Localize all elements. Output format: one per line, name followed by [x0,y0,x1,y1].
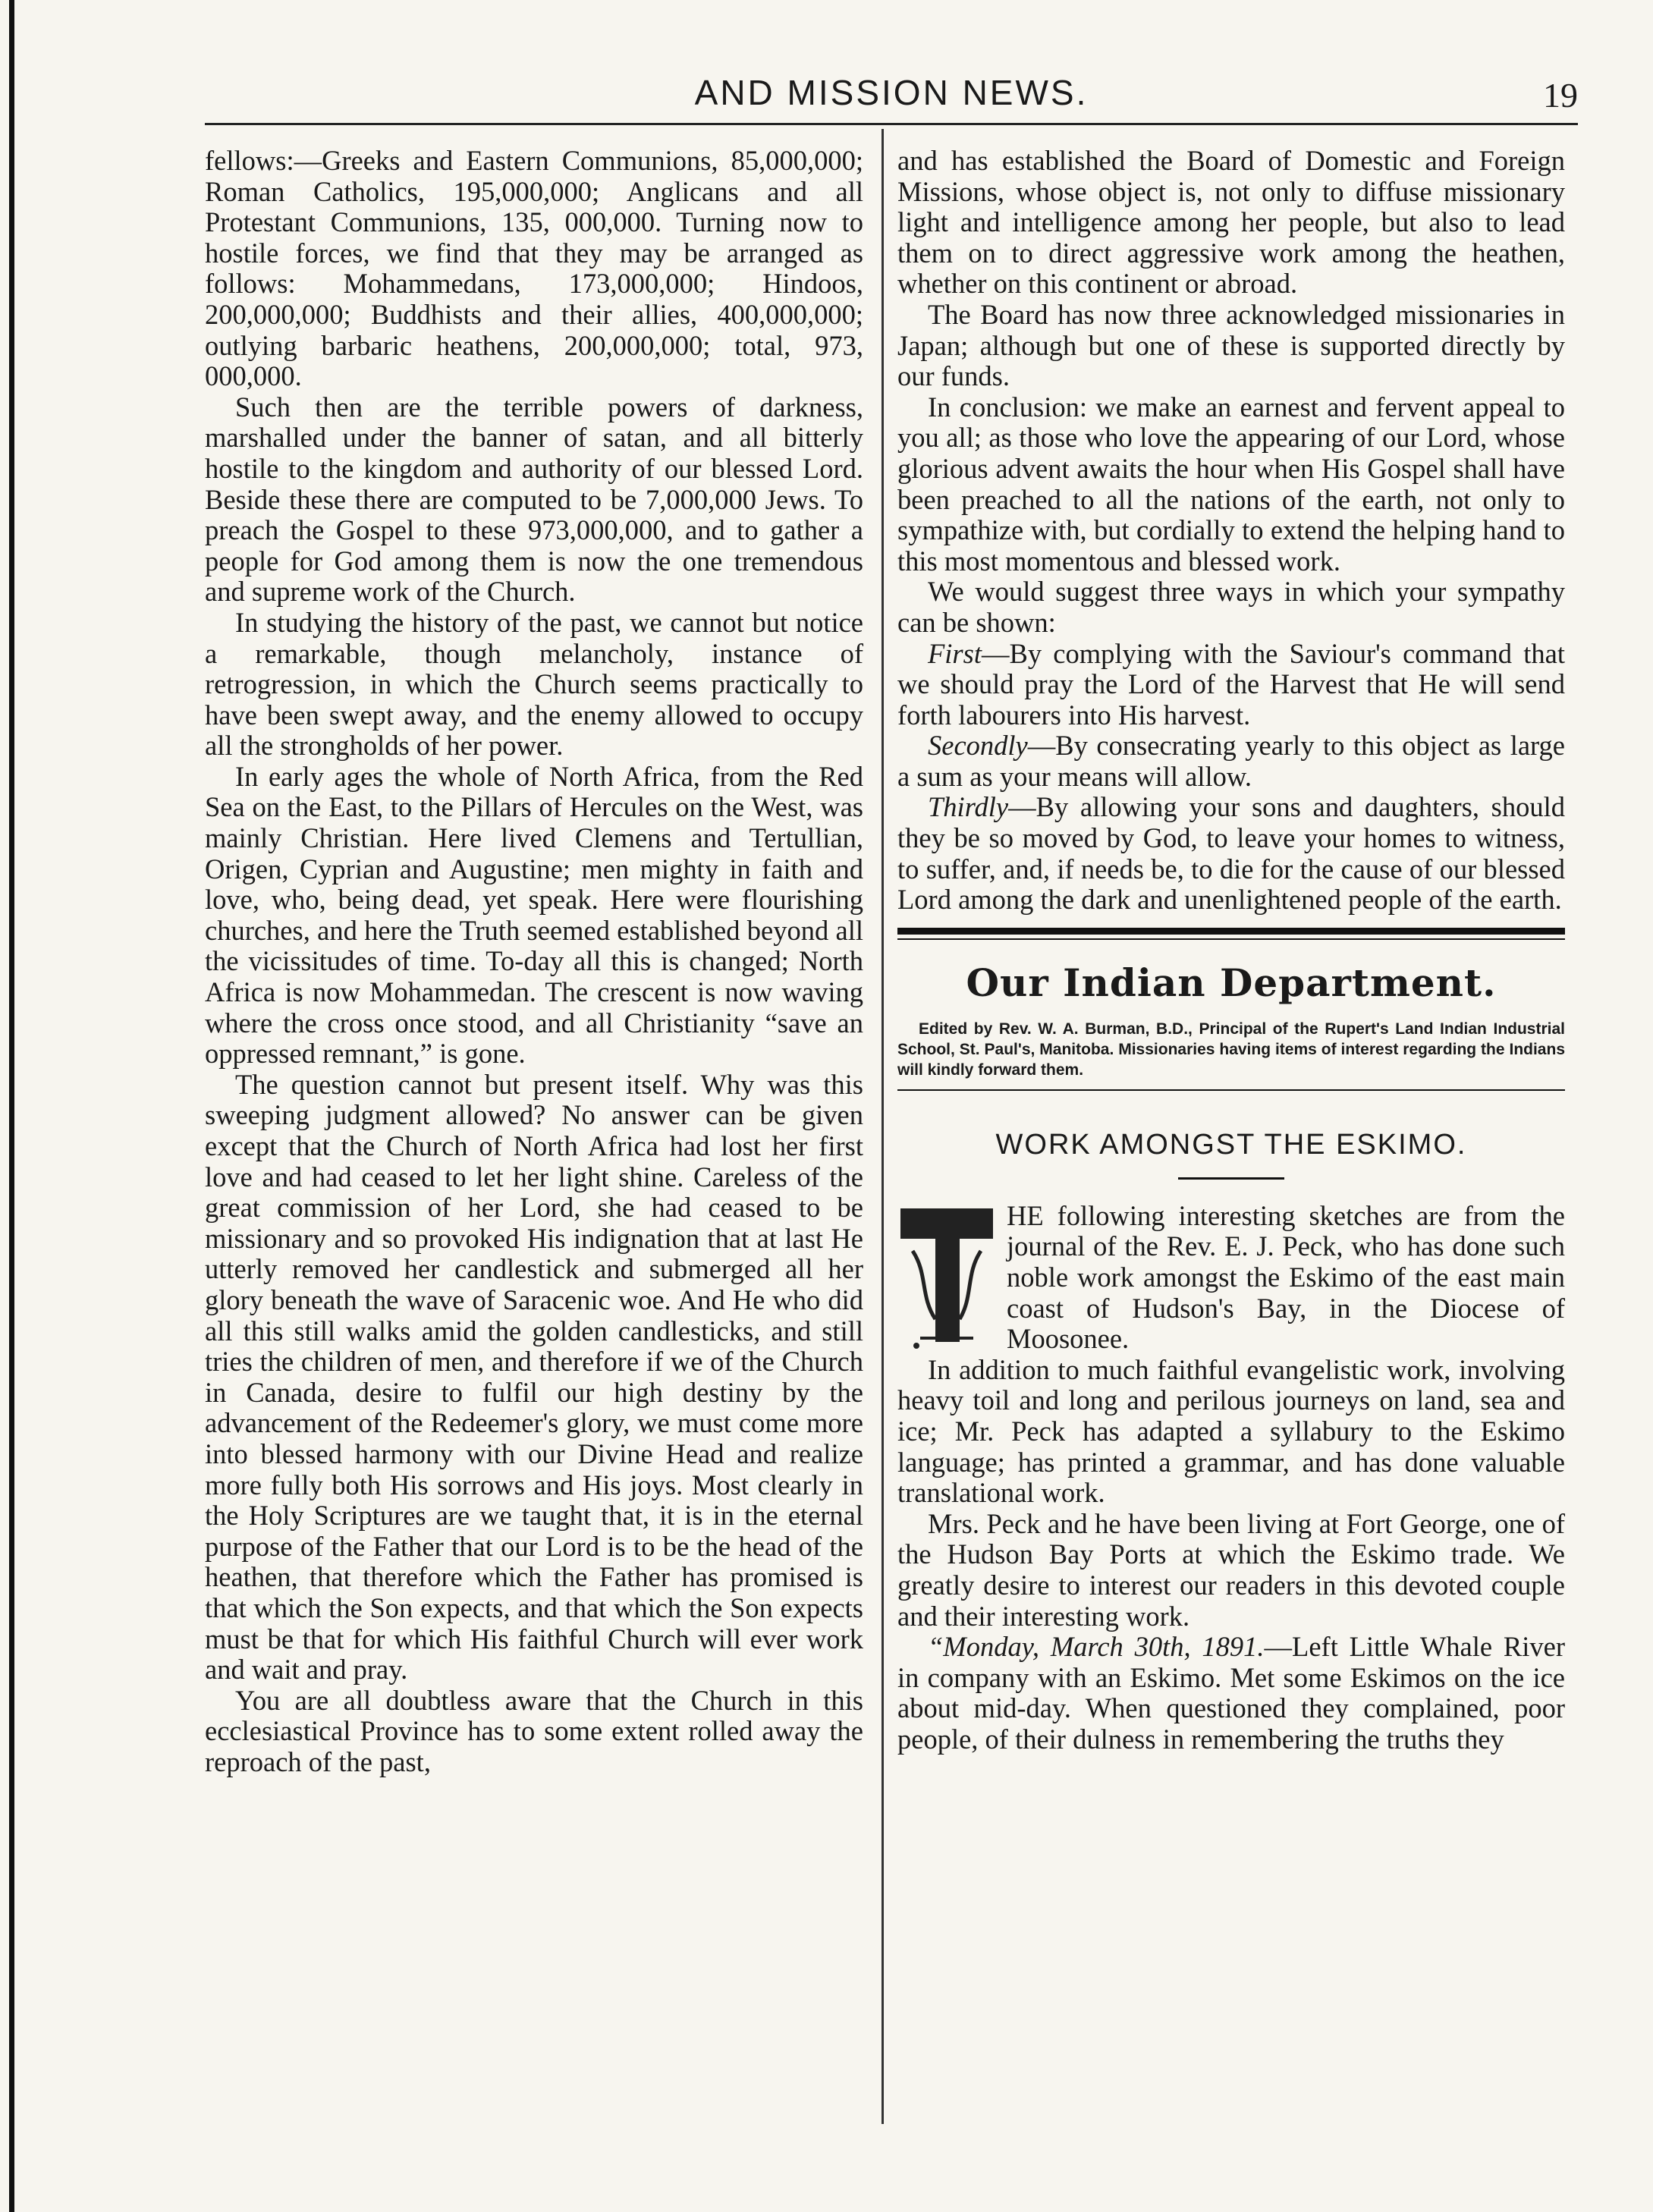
department-editor-note: Edited by Rev. W. A. Burman, B.D., Principal of the Rupert's Land Indian Industrial School, St. Paul's, Manitoba. Missionaries having items of interest regarding the Indians will kindly forward them. [897,1020,1565,1079]
left-paragraph-5: The question cannot but present itself. Why was this sweeping judgment allowed? No answer can be given except that the Church of North Africa had lost her first love and had ceased to let her light shine. Careless of the great commission of her Lord, she had ceased to be missionary and so provoked His indignation that at last He utterly removed her candlestick and submerged all her glory beneath the wave of Saracenic woe. And He who did all this still walks amid the golden candlesticks, and still tries the children of men, and therefore if we of the Church in Canada, desire to fulfil our high destiny by the advancement of the Redeemer's glory, we must come more into blessed harmony with our Divine Head and realize more fully both His sorrows and His joys. Most clearly in the Holy Scriptures are we taught that, it is in the eternal purpose of the Father that our Lord is to be the head of the heathen, that therefore which the Father has promised is that which the Son expects, and that which the Son expects must be that for which His faithful Church will ever work and wait and pray. [205,1068,863,1686]
article-title-rule [1178,1177,1284,1180]
page-left-border [9,0,14,2212]
way-second [897,731,1565,792]
department-rule-heavy [897,928,1565,935]
dropcap-letter [905,1193,1018,1345]
way-second-label: Secondly [928,730,1028,762]
right-paragraph-1: and has established the Board of Domestic and Foreign Missions, whose object is, not only to diffuse missionary light and intelligence among her people, but also to lead them on to direct aggressive work among the heathen, whether on this continent or abroad. [897,145,1565,300]
department-rule-light [897,938,1565,940]
right-paragraph-4: We would suggest three ways in which your sympathy can be shown: [897,576,1565,638]
way-second-text: —By consecrating yearly to this object as large a sum as your means will allow. [897,730,1565,792]
ornamental-dropcap [897,1205,996,1353]
right-paragraph-3: In conclusion: we make an earnest and fervent appeal to you all; as those who love the appearing of our Lord, whose glorious advent awaits the hour when His Gospel shall have been preached to all the nations of the earth, not only to sympathize with, but cordially to extend the helping hand to this most momentous and blessed work. [897,391,1565,577]
journal-entry [897,1632,1565,1755]
journal-date: “Monday, March 30th, 1891. [928,1631,1265,1663]
page-number: 19 [1543,76,1578,115]
department-rule-bottom [897,1089,1565,1091]
left-paragraph-2: Such then are the terrible powers of darkness, marshalled under the banner of satan, and all bitterly hostile to the kingdom and authority of our blessed Lord. Beside these there are computed to be 7,000,000 Jews. To preach the Gospel to these 973,000,000, and to gather a people for God among them is now the one tremendous and supreme work of the Church. [205,391,863,608]
column-divider [881,129,884,2124]
article-first-paragraph [897,1201,1565,1355]
left-paragraph-4: In early ages the whole of North Africa, from the Red Sea on the East, to the Pillars of Hercules on the West, was mainly Christian. Here lived Clemens and Tertullian, Origen, Cyprian and Augustine; men mighty in faith and love, who, being dead, yet speak. Here were flourishing churches, and here the Truth seemed established beyond all the vicissitudes of time. To-day all this is changed; North Africa is now Mohammedan. The crescent is now waving where the cross once stood, and all Christianity “save an oppressed remnant,” is gone. [205,760,863,1070]
right-column [897,146,1565,1755]
journal-text: —Left Little Whale River in company with an Eskimo. Met some Eskimos on the ice about mid-day. When questioned they complained, poor people, of their dulness in remembering the truths they [897,1631,1565,1755]
article-title: WORK AMONGST THE ESKIMO. [995,1128,1467,1161]
header-title: AND MISSION NEWS. [694,73,1089,112]
header-rule [205,123,1578,125]
department-title: Our Indian Department. [966,960,1497,1005]
way-third [897,792,1565,915]
way-first-label: First [928,637,982,669]
article-first-paragraph-text: HE following interesting sketches are from the journal of the Rev. E. J. Peck, who has done such noble work amongst the Eskimo of the east main coast of Hudson's Bay, in the Diocese of Moosonee. [1007,1199,1565,1355]
left-paragraph-6: You are all doubtless aware that the Church in this ecclesiastical Province has to some extent rolled away the reproach of the past, [205,1684,863,1777]
left-column [205,146,863,1777]
way-third-text: —By allowing your sons and daughters, should they be so moved by God, to leave your homes to witness, to suffer, and, if needs be, to die for the cause of our blessed Lord among the dark and unenlightened people of the earth. [897,791,1565,916]
way-third-label: Thirdly [928,791,1009,823]
left-paragraph-3: In studying the history of the past, we cannot but notice a remarkable, though melancholy, instance of retrogression, in which the Church seems practically to have been swept away, and the enemy allowed to occupy all the strongholds of her power. [205,606,863,762]
article-paragraph-2: In addition to much faithful evangelistic work, involving heavy toil and long and perilous journeys on land, sea and ice; Mr. Peck has adapted a syllabury to the Eskimo language; has printed a grammar, and has done valuable translational work. [897,1353,1565,1509]
way-first-text: —By complying with the Saviour's command that we should pray the Lord of the Harvest that He will send forth labourers into His harvest. [897,637,1565,731]
way-first [897,639,1565,731]
running-header [205,72,1578,118]
left-paragraph-1: fellows:—Greeks and Eastern Communions, 85,000,000; Roman Catholics, 195,000,000; Anglicans and all Protestant Communions, 135, 000,000. Turning now to hostile forces, we find that they may be arranged as follows: Mohammedans, 173,000,000; Hindoos, 200,000,000; Buddhists and their allies, 400,000,000; outlying barbaric heathens, 200,000,000; total, 973, 000,000. [205,145,863,392]
article-paragraph-3: Mrs. Peck and he have been living at Fort George, one of the Hudson Bay Ports at which the Eskimo trade. We greatly desire to interest our readers in this devoted couple and their interesting work. [897,1507,1565,1632]
right-paragraph-2: The Board has now three acknowledged missionaries in Japan; although but one of these is supported directly by our funds. [897,298,1565,392]
